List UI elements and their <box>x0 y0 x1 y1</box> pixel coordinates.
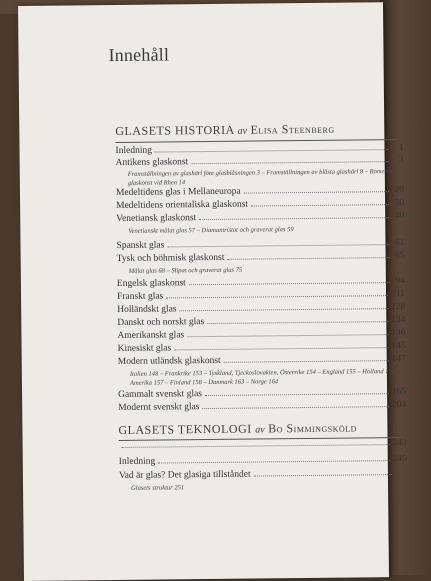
section-title-author: Elisa Steenberg <box>250 121 335 137</box>
toc-entry: Engelsk glaskonst 94 <box>116 275 405 289</box>
toc-entry: Franskt glas 111 <box>117 288 406 302</box>
section-title-main: GLASETS TEKNOLOGI <box>118 421 252 437</box>
toc-entry: Holländskt glas 128 <box>117 301 406 315</box>
toc-entry: Danskt och norskt glas 134 <box>117 314 406 328</box>
toc-subentries: Målat glas 68 – Slipat och graverat glas 75 <box>128 266 243 275</box>
toc-entry: Inledning 1 <box>115 142 404 156</box>
section-title-av: av <box>255 424 265 436</box>
toc-entry: Venetiansk glaskonst 40 <box>116 210 405 224</box>
section-title-av: av <box>237 125 248 137</box>
toc-entry: Tysk och böhmisk glaskonst 65 <box>116 250 405 264</box>
section-title-glasets-historia <box>115 122 334 139</box>
toc-entry: Medeltidens glas i Mellaneuropa 20 <box>115 184 404 198</box>
toc-entry: Inledning 245 <box>118 453 407 467</box>
toc-subentries: Venetianskt målat glas 57 – Diamantristat och graverat glas 59 <box>128 226 294 235</box>
toc-entry: 243 <box>119 438 407 451</box>
section-title-main: GLASETS HISTORIA <box>115 122 235 138</box>
toc-entry: Spanskt glas 61 <box>116 237 405 251</box>
toc-entry: Amerikanskt glas 136 <box>117 327 406 341</box>
toc-entry: Modern utländsk glaskonst 147 <box>117 353 406 367</box>
toc-subentries: Italien 148 – Frankrike 153 – Tyskland, Tjeckoslovakien, Österrike 154 – England 155 – Holland 156 – Amerika 157 – Finland 158 – Danmark 163 – Norge 164 <box>129 368 400 387</box>
toc-entry: Antikens glaskonst 3 <box>115 154 404 168</box>
toc-entry: Kinesiskt glas 145 <box>117 340 406 354</box>
toc-entry: Gammalt svenskt glas 165 <box>118 386 407 400</box>
page-number: VII <box>395 567 406 577</box>
toc-subentries: Framställningen av glashärl före glasblåsningen 3 – Framställningen av blåsta glashärl 8 – Romersk glaskonst vid Rhen 14 <box>127 168 393 187</box>
toc-entry: Medeltidens orientaliska glaskonst 30 <box>116 197 405 211</box>
book-page <box>18 2 407 581</box>
toc-entry: Vad är glas? Det glasiga tillståndet <box>119 468 407 481</box>
toc-subentries: Glasets struktur 251 <box>131 484 185 492</box>
page-title: Innehåll <box>108 44 170 66</box>
toc-entry: Modernt svenskt glas 204 <box>118 399 407 413</box>
section-title-author: Bo Simmingsköld <box>268 420 357 436</box>
section-title-glasets-teknologi <box>118 420 357 437</box>
section-rule <box>115 139 397 143</box>
